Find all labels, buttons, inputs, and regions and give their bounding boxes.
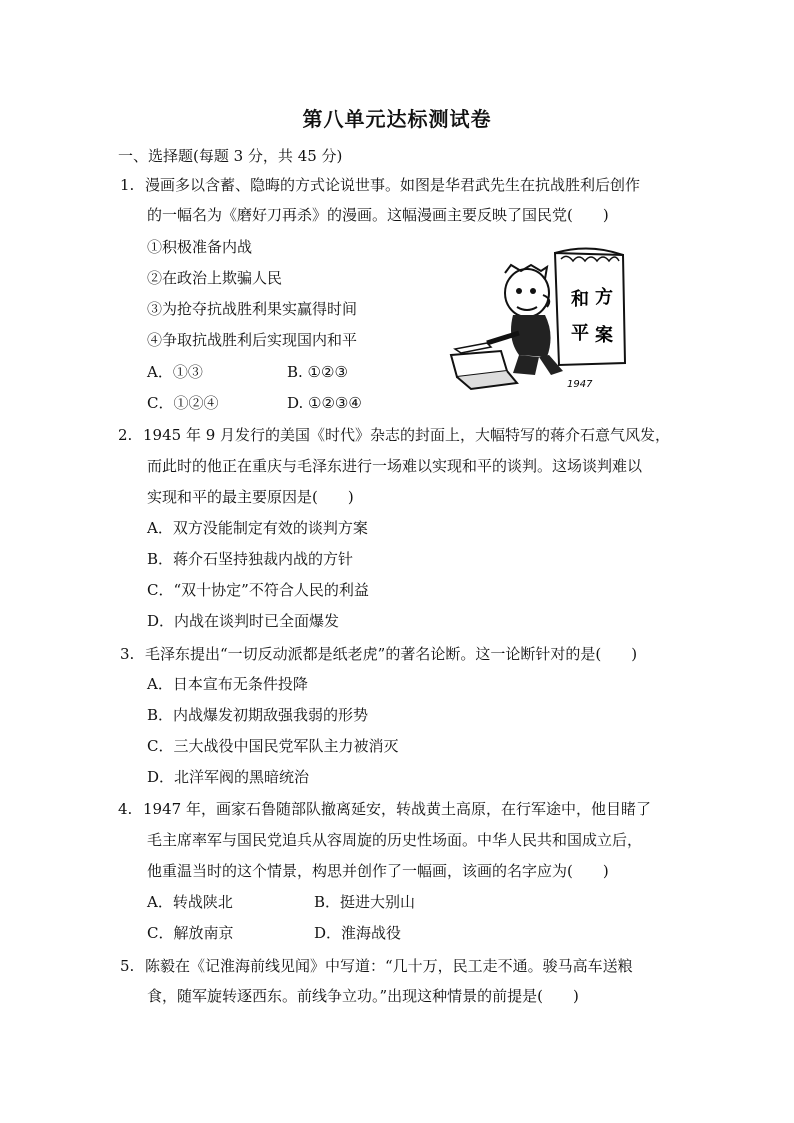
question-number: 1.: [120, 176, 135, 194]
option-b[interactable]: B．挺进大别山: [314, 893, 416, 911]
option-b[interactable]: B. ①②③: [287, 363, 348, 381]
sign-char: 方: [595, 287, 613, 308]
sign-char: 平: [571, 323, 589, 344]
question-number: 4.: [118, 800, 133, 818]
option-a[interactable]: A．转战陕北: [147, 893, 233, 911]
option-a[interactable]: A．日本宣布无条件投降: [147, 675, 308, 693]
question-text: 毛泽东提出“一切反动派都是纸老虎”的著名论断。这一论断针对的是( ): [145, 645, 638, 663]
question-text: 他重温当时的这个情景，构思并创作了一幅画，该画的名字应为( ): [147, 862, 609, 880]
statement-item: ③为抢夺抗战胜利果实赢得时间: [147, 300, 358, 318]
option-d[interactable]: D．北洋军阀的黑暗统治: [147, 768, 310, 786]
cartoon-year: 1947: [567, 379, 593, 390]
question-text: 漫画多以含蓄、隐晦的方式论说世事。如图是华君武先生在抗战胜利后创作: [145, 176, 641, 194]
option-b[interactable]: B．蒋介石坚持独裁内战的方针: [147, 550, 354, 568]
question-number: 2.: [118, 426, 133, 444]
option-c[interactable]: C．三大战役中国民党军队主力被消灭: [147, 737, 399, 755]
option-b[interactable]: B．内战爆发初期敌强我弱的形势: [147, 706, 369, 724]
section-heading: 一、选择题(每题 3 分，共 45 分): [118, 147, 343, 165]
question-number: 3.: [120, 645, 135, 663]
question-text: 的一幅名为《磨好刀再杀》的漫画。这幅漫画主要反映了国民党( ): [147, 206, 609, 224]
question-text: 陈毅在《记淮海前线见闻》中写道：“几十万，民工走不通。骏马高车送粮: [145, 957, 633, 975]
question-number: 5.: [120, 957, 135, 975]
option-c[interactable]: C．解放南京: [147, 924, 234, 942]
question-text: 实现和平的最主要原因是( ): [147, 488, 354, 506]
question-text: 毛主席率军与国民党追兵从容周旋的历史性场面。中华人民共和国成立后，: [147, 831, 643, 849]
question-text: 而此时的他正在重庆与毛泽东进行一场难以实现和平的谈判。这场谈判难以: [147, 457, 643, 475]
question-text: 1947 年，画家石鲁随部队撤离延安，转战黄土高原，在行军途中，他目睹了: [143, 800, 651, 818]
sign-char: 和: [571, 289, 589, 310]
statement-item: ②在政治上欺骗人民: [147, 269, 283, 287]
question-text: 1945 年 9 月发行的美国《时代》杂志的封面上，大幅特写的蒋介石意气风发，: [143, 426, 671, 444]
sign-char: 案: [595, 325, 613, 346]
option-a[interactable]: A．①③: [147, 363, 203, 381]
option-d[interactable]: D．淮海战役: [314, 924, 402, 942]
statement-item: ④争取抗战胜利后实现国内和平: [147, 331, 358, 349]
option-d[interactable]: D. ①②③④: [287, 394, 362, 412]
option-d[interactable]: D．内战在谈判时已全面爆发: [147, 612, 340, 630]
option-c[interactable]: C．①②④: [147, 394, 219, 412]
option-a[interactable]: A．双方没能制定有效的谈判方案: [147, 519, 368, 537]
cartoon-illustration: [447, 243, 633, 403]
option-c[interactable]: C．“双十协定”不符合人民的利益: [147, 581, 369, 599]
question-text: 食，随军旋转逐西东。前线争立功。”出现这种情景的前提是( ): [147, 987, 579, 1005]
page-title: 第八单元达标测试卷: [302, 107, 492, 131]
statement-item: ①积极准备内战: [147, 238, 253, 256]
